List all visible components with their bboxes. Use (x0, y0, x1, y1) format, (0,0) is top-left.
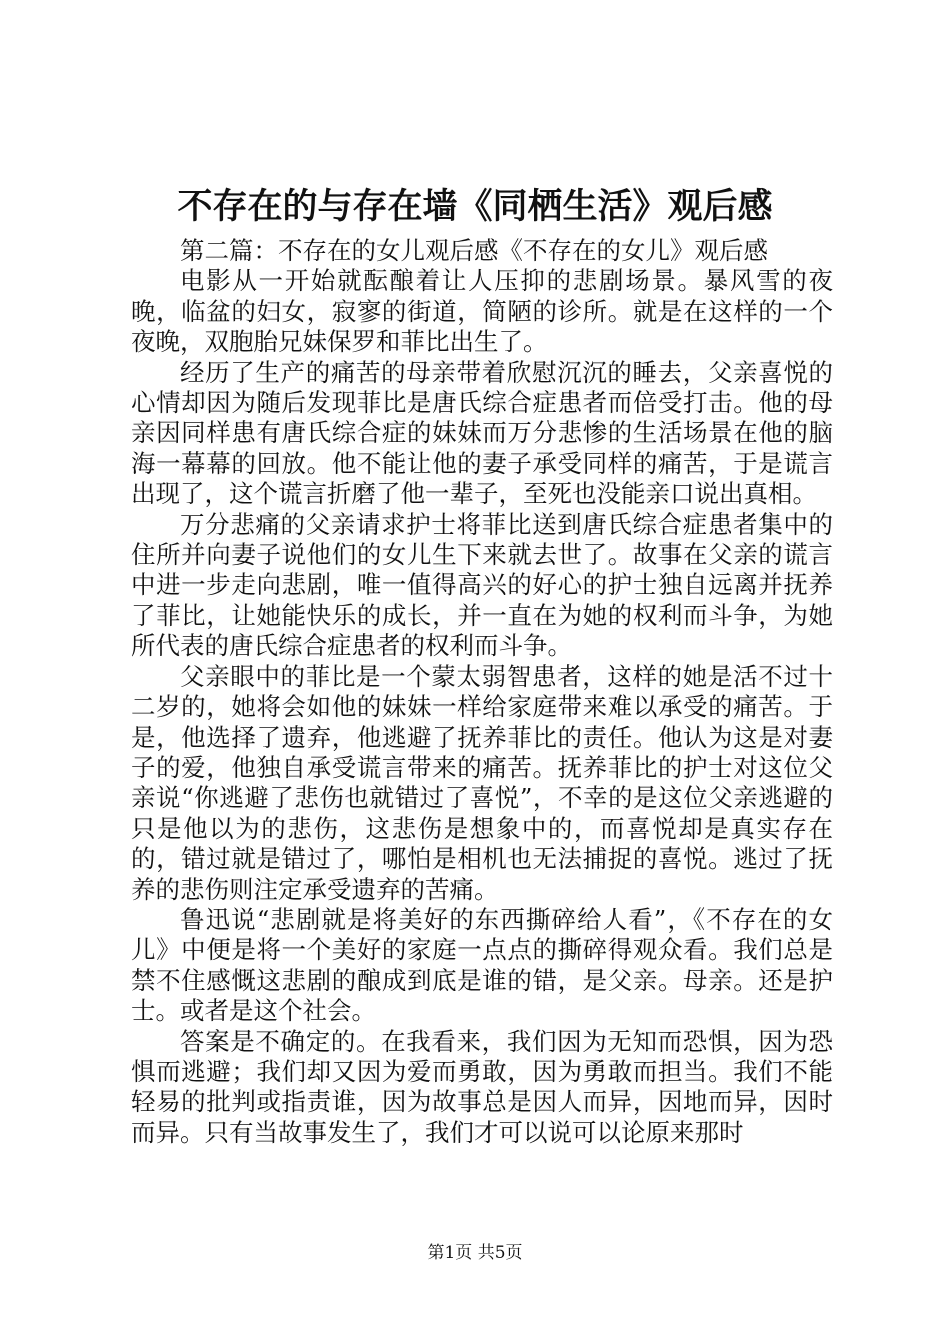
page-number-footer: 第1页 共5页 (427, 1243, 523, 1263)
section-subtitle: 第二篇：不存在的女儿观后感《不存在的女儿》观后感 (180, 236, 768, 265)
document-body (131, 236, 833, 1148)
paragraph: 鲁迅说“悲剧就是将美好的东西撕碎给人看”，《不存在的女儿》中便是将一个美好的家庭一点点的撕碎得观众看。我们总是禁不住感慨这悲剧的酿成到底是谁的错，是父亲。母亲。还是护士。或者是这个社会。 (131, 904, 833, 1026)
paragraph: 电影从一开始就酝酿着让人压抑的悲剧场景。暴风雪的夜晚，临盆的妇女，寂寥的街道，简陋的诊所。就是在这样的一个夜晚，双胞胎兄妹保罗和菲比出生了。 (131, 266, 833, 357)
paragraph: 万分悲痛的父亲请求护士将菲比送到唐氏综合症患者集中的住所并向妻子说他们的女儿生下来就去世了。故事在父亲的谎言中进一步走向悲剧，唯一值得高兴的好心的护士独自远离并抚养了菲比，让她能快乐的成长，并一直在为她的权利而斗争，为她所代表的唐氏综合症患者的权利而斗争。 (131, 509, 833, 661)
document-title: 不存在的与存在墙《同栖生活》观后感 (177, 186, 773, 227)
paragraph: 经历了生产的痛苦的母亲带着欣慰沉沉的睡去，父亲喜悦的心情却因为随后发现菲比是唐氏综合症患者而倍受打击。他的母亲因同样患有唐氏综合症的妹妹而万分悲惨的生活场景在他的脑海一幕幕的回放。他不能让他的妻子承受同样的痛苦，于是谎言出现了，这个谎言折磨了他一辈子，至死也没能亲口说出真相。 (131, 357, 833, 509)
paragraph: 父亲眼中的菲比是一个蒙太弱智患者，这样的她是活不过十二岁的，她将会如他的妹妹一样给家庭带来难以承受的痛苦。于是，他选择了遗弃，他逃避了抚养菲比的责任。他认为这是对妻子的爱，他独自承受谎言带来的痛苦。抚养菲比的护士对这位父亲说“你逃避了悲伤也就错过了喜悦”，不幸的是这位父亲逃避的只是他以为的悲伤，这悲伤是想象中的，而喜悦却是真实存在的，错过就是错过了，哪怕是相机也无法捕捉的喜悦。逃过了抚养的悲伤则注定承受遗弃的苦痛。 (131, 661, 833, 904)
paragraph: 答案是不确定的。在我看来，我们因为无知而恐惧，因为恐惧而逃避；我们却又因为爱而勇敢，因为勇敢而担当。我们不能轻易的批判或指责谁，因为故事总是因人而异，因地而异，因时而异。只有当故事发生了，我们才可以说可以论原来那时 (131, 1026, 833, 1147)
